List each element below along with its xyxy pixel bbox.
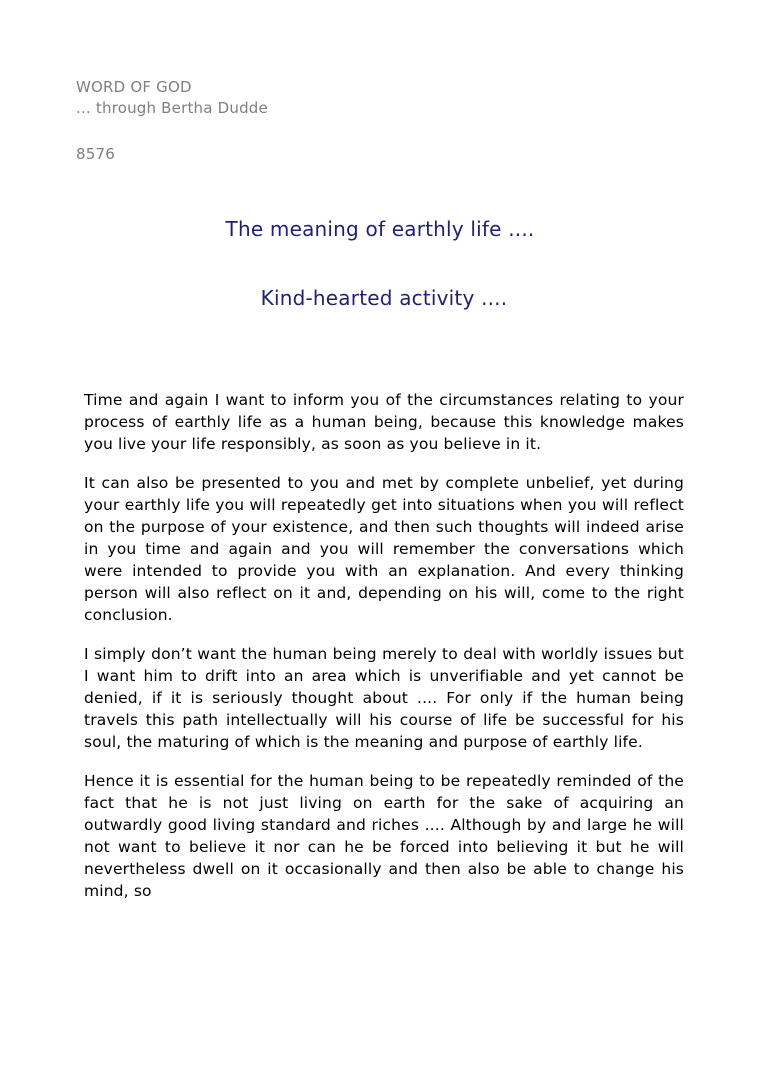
paragraph-3: I simply don’t want the human being merely to deal with worldly issues but I want him to drift into an area which is unverifiable and yet cannot be denied, if it is seriously thought about .... For only if the human being travels this path intellectually will his course of life be successful for his soul, the maturing of which is the meaning and purpose of earthly life. bbox=[84, 645, 684, 751]
page-subtitle: Kind-hearted activity .... bbox=[260, 286, 508, 310]
document-number: 8576 bbox=[76, 145, 115, 163]
page-title: The meaning of earthly life .... bbox=[225, 217, 535, 241]
paragraph-1: Time and again I want to inform you of the circumstances relating to your process of earthly life as a human being, because this knowledge makes you live your life responsibly, as soon as you believe in it. bbox=[84, 391, 684, 453]
paragraph-4: Hence it is essential for the human being to be repeatedly reminded of the fact that he is not just living on earth for the sake of acquiring an outwardly good living standard and riches .... Although by and large he will not want to believe it nor can he be forced into believing it but he will nevertheless dwell on it occasionally and then also be able to change his mind, so bbox=[84, 772, 684, 900]
header-author: ... through Bertha Dudde bbox=[76, 99, 268, 117]
header-word-of-god: WORD OF GOD bbox=[76, 78, 192, 96]
paragraph-2: It can also be presented to you and met by complete unbelief, yet during your earthly life you will repeatedly get into situations when you will reflect on the purpose of your existence, and then such thoughts will indeed arise in you time and again and you will remember the conversations which were intended to provide you with an explanation. And every thinking person will also reflect on it and, depending on his will, come to the right conclusion. bbox=[84, 474, 684, 624]
document-body bbox=[84, 389, 684, 919]
document-header bbox=[76, 77, 268, 119]
